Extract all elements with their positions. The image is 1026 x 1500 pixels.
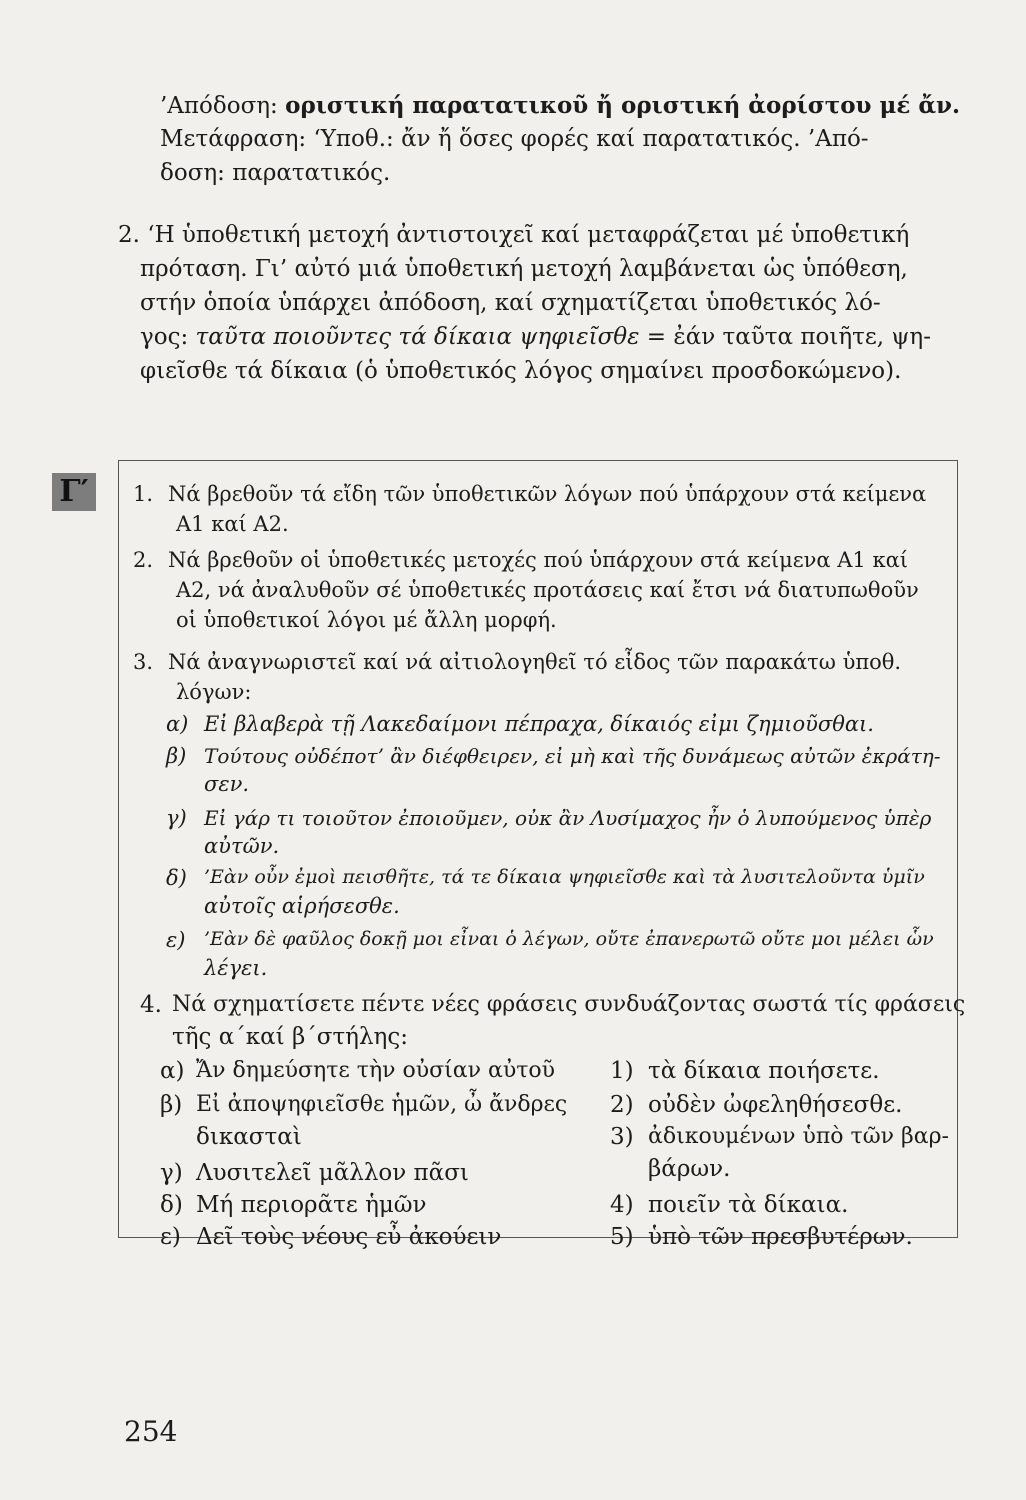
intro-apodosi-label: ’Απόδοση: [160, 93, 286, 119]
ex1-number: 1. [133, 482, 154, 506]
ex3-number: 3. [133, 650, 154, 674]
ex3-item-b-label: β) [166, 744, 187, 768]
col-a-label-e: ε) [160, 1224, 181, 1250]
col-a-text-c: Λυσιτελεῖ μᾶλλον πᾶσι [196, 1160, 469, 1186]
col-a-text-a: Ἄν δημεύσητε τὴν οὐσίαν αὐτοῦ [196, 1058, 555, 1083]
ex3-item-d-cont: αὐτοῖς αἱρήσεσθε. [204, 894, 400, 918]
ex2-number: 2. [133, 548, 154, 572]
ex3-item-a-text: Εἰ βλαβερὰ τῇ Λακεδαίμονι πέπραχα, δίκαιός εἰμι ζημιοῦσθαι. [204, 712, 874, 736]
ex3-item-d-label: δ) [166, 866, 187, 890]
col-a-text-d: Μή περιορᾶτε ἡμῶν [196, 1192, 427, 1218]
col-b-label-3: 3) [610, 1124, 634, 1150]
ex2-line-3: οἱ ὑποθετικοί λόγοι μέ ἄλλη μορφή. [176, 608, 557, 632]
point2-line-1: 2. ‘Η ὑποθετική μετοχή ἀντιστοιχεῖ καί μεταφράζεται μέ ὑποθετική [118, 222, 910, 248]
col-b-label-2: 2) [610, 1092, 634, 1118]
intro-line-1 [160, 92, 960, 119]
ex3-line-1: Νά ἀναγνωριστεῖ καί νά αἰτιολογηθεῖ τό εἶδος τῶν παρακάτω ὑποθ. [168, 650, 902, 674]
col-a-label-d: δ) [160, 1192, 183, 1218]
ex3-item-e-cont: λέγει. [204, 956, 268, 980]
ex3-item-e-text: ’Εὰν δὲ φαῦλος δοκῇ μοι εἶναι ὁ λέγων, οὔτε ἐπανερωτῶ οὔτε μοι μέλει ὧν [204, 928, 934, 950]
col-a-label-a: α) [160, 1058, 185, 1084]
point2-line-5: φιεῖσθε τά δίκαια (ὁ ὑποθετικός λόγος σημαίνει προσδοκώμενο). [140, 358, 902, 384]
col-b-label-5: 5) [610, 1224, 634, 1250]
col-b-label-4: 4) [610, 1192, 634, 1218]
ex3-line-2: λόγων: [176, 680, 252, 704]
ex3-item-c-text: Εἰ γάρ τι τοιοῦτον ἐποιοῦμεν, οὐκ ἂν Λυσίμαχος ἦν ὁ λυπούμενος ὑπὲρ [204, 806, 932, 830]
point2-line-4 [140, 324, 931, 350]
col-a-text-b: Εἰ ἀποψηφιεῖσθε ἡμῶν, ὦ ἄνδρες [196, 1092, 568, 1117]
col-b-text-3: ἀδικουμένων ὑπὸ τῶν βαρ- [648, 1124, 949, 1149]
col-b-text-4: ποιεῖν τὰ δίκαια. [648, 1192, 849, 1218]
col-a-label-c: γ) [160, 1160, 183, 1186]
col-b-text-5: ὑπὸ τῶν πρεσβυτέρων. [648, 1224, 913, 1250]
col-b-text-3-cont: βάρων. [648, 1156, 731, 1182]
page-number: 254 [124, 1415, 178, 1448]
ex1-line-1: Νά βρεθοῦν τά εἴδη τῶν ὑποθετικῶν λόγων πού ὑπάρχουν στά κείμενα [168, 482, 927, 506]
ex2-line-1: Νά βρεθοῦν οἱ ὑποθετικές μετοχές πού ὑπάρχουν στά κείμενα Α1 καί [168, 548, 908, 572]
col-a-label-b: β) [160, 1092, 183, 1118]
point2-line-2: πρόταση. Γι’ αὐτό μιά ὑποθετική μετοχή λαμβάνεται ὡς ὑπόθεση, [140, 256, 908, 282]
ex3-item-d-text: ’Εὰν οὖν ἐμοὶ πεισθῆτε, τά τε δίκαια ψηφιεῖσθε καὶ τὰ λυσιτελοῦντα ὑμῖν [204, 866, 925, 888]
ex3-item-c-cont: αὐτῶν. [204, 834, 280, 858]
point2-gos: γος: [140, 324, 196, 350]
ex3-item-e-label: ε) [166, 928, 186, 952]
ex4-number: 4. [140, 992, 162, 1018]
point2-equivalent: = ἐάν ταῦτα ποιῆτε, ψη- [639, 324, 931, 350]
ex4-line-1: Νά σχηματίσετε πέντε νέες φράσεις συνδυάζοντας σωστά τίς φράσεις [172, 992, 966, 1017]
col-b-label-1: 1) [610, 1058, 634, 1084]
ex2-line-2: Α2, νά ἀναλυθοῦν σέ ὑποθετικές προτάσεις καί ἔτσι νά διατυπωθοῦν [176, 578, 919, 602]
point2-example: ταῦτα ποιοῦντες τά δίκαια ψηφιεῖσθε [195, 324, 640, 350]
section-marker-gamma: Γ′ [52, 473, 96, 511]
ex1-line-2: Α1 καί Α2. [176, 512, 289, 536]
intro-apodosi-text: οριστική παρατατικοῦ ἤ οριστική ἀορίστου μέ ἄν. [285, 92, 960, 119]
col-b-text-1: τὰ δίκαια ποιήσετε. [648, 1058, 880, 1084]
intro-line-2: Μετάφραση: ‘Υποθ.: ἄν ἤ ὅσες φορές καί παρατατικός. ’Από- [160, 126, 869, 152]
ex3-item-a-label: α) [166, 712, 189, 736]
ex3-item-b-text: Τούτους οὐδέποτ’ ἂν διέφθειρεν, εἰ μὴ καὶ τῆς δυνάμεως αὐτῶν ἐκράτη- [204, 744, 941, 768]
col-b-text-2: οὐδὲν ὠφεληθήσεσθε. [648, 1092, 903, 1118]
ex4-line-2: τῆς α΄καί β΄στήλης: [172, 1024, 408, 1050]
col-a-text-b-cont: δικασταὶ [196, 1124, 302, 1150]
ex3-item-c-label: γ) [166, 806, 187, 830]
point2-line-3: στήν ὁποία ὑπάρχει ἀπόδοση, καί σχηματίζεται ὑποθετικός λό- [140, 290, 881, 316]
ex3-item-b-cont: σεν. [204, 772, 250, 796]
intro-line-3: δοση: παρατατικός. [160, 160, 391, 186]
col-a-text-e: Δεῖ τοὺς νέους εὖ ἀκούειν [196, 1224, 502, 1250]
